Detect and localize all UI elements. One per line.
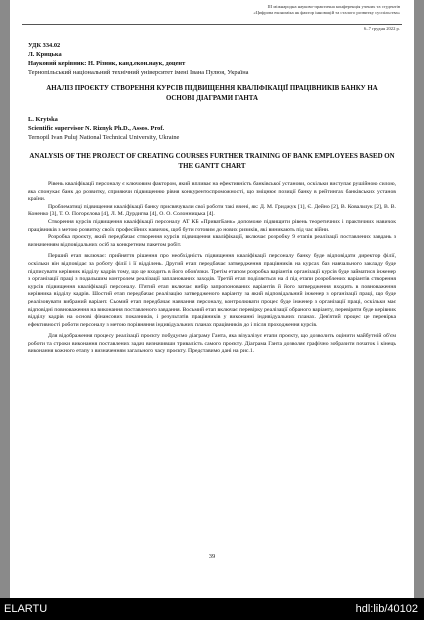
paragraph-1: Рівень кваліфікації персоналу є ключовим фактором, який впливає на ефективність банківської установи, оскільки виступає рушійною силою, яка спонукає банк до розвитку, сприяючи підвищенню рівня конкурентоспроможності, що зміцнює позиції банку в рейтингах банківських установ країни.: [28, 181, 396, 203]
supervisor-en: Scientific supervisor N. Riznyk Ph.D., Assos. Prof.: [28, 125, 165, 132]
title-ua: АНАЛІЗ ПРОЄКТУ СТВОРЕННЯ КУРСІВ ПІДВИЩЕННЯ КВАЛІФІКАЦІЇ ПРАЦІВНИКІВ БАНКУ НА ОСНОВІ ДІАГРАМИ ГАНТА: [46, 85, 378, 102]
page-number: 39: [208, 553, 216, 560]
paragraph-4: Розробка проєкту, який передбачає створення курсів підвищення кваліфікації, включає розробку 9 етапів реалізації поставлених завдань з визначенням відповідальних осіб за конкретним пакетом робіт.: [28, 234, 396, 248]
conference-header-line-1: III міжнародна науково-практична конференція учених та студентів: [267, 4, 400, 9]
repository-name[interactable]: ELARTU: [4, 603, 48, 615]
affiliation-en: Ternopil Ivan Puluj National Technical University, Ukraine: [28, 134, 180, 141]
author-en: L. Krytska: [28, 116, 58, 123]
paper-page: [10, 0, 414, 598]
handle-identifier[interactable]: hdl:lib/40102: [355, 603, 418, 615]
header-divider: [22, 24, 402, 25]
title-en: ANALYSIS OF THE PROJECT OF CREATING COURSES FURTHER TRAINING OF BANK EMPLOYEES BASED ON THE GANTT CHART: [29, 153, 395, 170]
paragraph-2: Проблематиці підвищення кваліфікації банку присвячували свої роботи такі вчені, як: Д. М. Гриджук [1], Є. Дейно [2], В. Ковальчук [2], В. В. Коненко [3], Т. О. Погорєлова [4], Л. М. Дурдигва [4], О. О. Солонницька [4].: [28, 203, 396, 218]
conference-header-line-2: «Цифрова економіка як фактор інновацій та сталого розвитку суспільства»: [253, 10, 400, 15]
author-ua: Л. Крицька: [28, 51, 62, 58]
repository-footer-bar: [0, 598, 424, 620]
paragraph-3: Створення курсів підвищення кваліфікації персоналу АТ КБ «ПриватБанк» допоможе підвищити рівень теоретичних і практичних навичок працівників з метою розвитку своїх професійних навичок, щоб бути готовим до нових ризиків, які виникають під час війни.: [28, 218, 396, 233]
udc-code: УДК 334.02: [28, 42, 61, 49]
article-body: [28, 181, 396, 356]
conference-date: 6–7 грудня 2022 р.: [363, 26, 400, 31]
affiliation-ua: Тернопільський національний технічний університет імені Івана Пулюя, Україна: [28, 69, 249, 76]
conference-header: [100, 4, 400, 16]
paragraph-5: Перший етап включає: прийняття рішення про необхідність підвищення кваліфікації персоналу банку буде відповідати директор філії, оскільки він відповідає за роботу філії і її відділень. Другий етап передбачає затвердження працівників на курсах баз навчального закладу буде підписувати керівник відділу кадрів тому, що це входить в його обов'язки. Третім етапом розробка варіантів організації курсів буде займатися інженер з організації праці з подальшим контролем реалізації запланованих заходів. Третій етап поділяється на 4 під етапи розроблених варіантів створення курсів підвищення кваліфікації персоналу. П'ятий етап включає вибір запропонованих варіантів й його затвердження входить в повноваження керівника відділу кадрів. Шостий етап передбачає реалізацію затвердженого варіанту за який відповідальний інженер з організації праці, що буде реалізовувати вибраний варіант. Сьомий етап передбачає навчання персоналу, контролювати процес буде інженер з організації праці, оскільки має відповідні повноваження на виконання поставленого завдання. Восьмий етап включає перевірку реалізації обраного варіанту, перевіряти буде керівник відділу кадрів на основі фінансових показників, і результатів працівників у виконанні індивідуальних планах. Дев'ятий процес це перевірка ефективності роботи персоналу з метою порівняння індивідуальних планах працівників до і після проходження курсів.: [28, 253, 396, 328]
supervisor-ua: Науковий керівник: Н. Різник, канд.екон.наук, доцент: [28, 60, 186, 67]
paragraph-6: Для відображення процесу реалізації проєкту побудуємо діаграму Ганта, яка візуалізує етапи проєкту, що дозволить оцінити майбутній об'єм роботи та строки виконання поставлених задач визначивши тривалість самого проєкту. Діаграма Ганта дозволяє графічно зобразити початок і кінець виконання кожного етапу з визначенням загального часу проєкту. Представимо дані на рис.1.: [28, 333, 396, 355]
